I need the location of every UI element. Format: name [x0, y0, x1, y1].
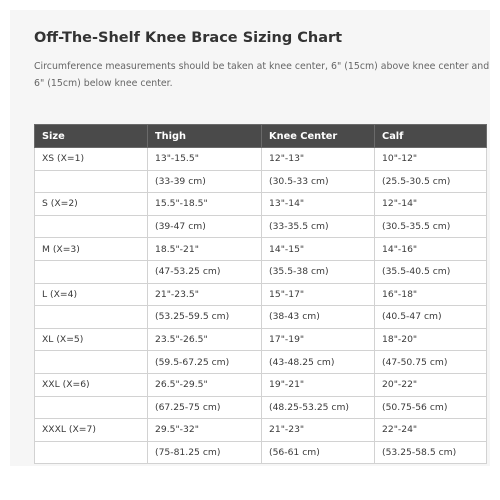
size-cell	[35, 260, 148, 283]
thigh-cell: 15.5"-18.5"	[148, 193, 262, 216]
size-cell	[35, 215, 148, 238]
size-cell	[35, 170, 148, 193]
thigh-cell: 13"-15.5"	[148, 148, 262, 171]
calf-cell: 16"-18"	[375, 283, 487, 306]
table-row	[35, 396, 487, 419]
calf-cell: 18"-20"	[375, 328, 487, 351]
calf-cell: (47-50.75 cm)	[375, 351, 487, 374]
knee-center-cell: (35.5-38 cm)	[262, 260, 375, 283]
page-title: Off-The-Shelf Knee Brace Sizing Chart	[34, 30, 343, 46]
knee-center-cell: (56-61 cm)	[262, 441, 375, 464]
calf-cell: (30.5-35.5 cm)	[375, 215, 487, 238]
thigh-cell: 29.5"-32"	[148, 419, 262, 442]
column-header-calf: Calf	[375, 125, 487, 148]
knee-center-cell: 13"-14"	[262, 193, 375, 216]
sizing-table	[34, 124, 487, 464]
chart-panel	[10, 10, 490, 466]
size-cell: XL (X=5)	[35, 328, 148, 351]
table-row	[35, 238, 487, 261]
table-row	[35, 351, 487, 374]
table-row	[35, 193, 487, 216]
calf-cell: (50.75-56 cm)	[375, 396, 487, 419]
table-row	[35, 283, 487, 306]
column-header-size: Size	[35, 125, 148, 148]
column-header-thigh: Thigh	[148, 125, 262, 148]
thigh-cell: (67.25-75 cm)	[148, 396, 262, 419]
knee-center-cell: (38-43 cm)	[262, 306, 375, 329]
thigh-cell: (59.5-67.25 cm)	[148, 351, 262, 374]
knee-center-cell: (33-35.5 cm)	[262, 215, 375, 238]
thigh-cell: 21"-23.5"	[148, 283, 262, 306]
calf-cell: 12"-14"	[375, 193, 487, 216]
knee-center-cell: 12"-13"	[262, 148, 375, 171]
thigh-cell: (53.25-59.5 cm)	[148, 306, 262, 329]
knee-center-cell: 21"-23"	[262, 419, 375, 442]
thigh-cell: (47-53.25 cm)	[148, 260, 262, 283]
table-row	[35, 328, 487, 351]
calf-cell: (25.5-30.5 cm)	[375, 170, 487, 193]
knee-center-cell: 14"-15"	[262, 238, 375, 261]
calf-cell: (40.5-47 cm)	[375, 306, 487, 329]
knee-center-cell: 19"-21"	[262, 373, 375, 396]
measurement-instructions: Circumference measurements should be taken at knee center, 6" (15cm) above knee center and 6" (15cm) below knee center.	[34, 61, 490, 89]
size-cell: XS (X=1)	[35, 148, 148, 171]
calf-cell: (35.5-40.5 cm)	[375, 260, 487, 283]
table-row	[35, 441, 487, 464]
thigh-cell: (75-81.25 cm)	[148, 441, 262, 464]
column-header-knee-center: Knee Center	[262, 125, 375, 148]
size-cell: XXXL (X=7)	[35, 419, 148, 442]
calf-cell: 20"-22"	[375, 373, 487, 396]
table-row	[35, 306, 487, 329]
size-cell: XXL (X=6)	[35, 373, 148, 396]
calf-cell: 22"-24"	[375, 419, 487, 442]
knee-center-cell: (48.25-53.25 cm)	[262, 396, 375, 419]
table-header-row	[35, 125, 487, 148]
knee-center-cell: (30.5-33 cm)	[262, 170, 375, 193]
calf-cell: 10"-12"	[375, 148, 487, 171]
table-row	[35, 170, 487, 193]
thigh-cell: 18.5"-21"	[148, 238, 262, 261]
table-body	[35, 148, 487, 464]
size-cell	[35, 351, 148, 374]
thigh-cell: (33-39 cm)	[148, 170, 262, 193]
size-cell	[35, 396, 148, 419]
size-cell	[35, 441, 148, 464]
thigh-cell: (39-47 cm)	[148, 215, 262, 238]
table-row	[35, 148, 487, 171]
size-cell	[35, 306, 148, 329]
size-cell: M (X=3)	[35, 238, 148, 261]
thigh-cell: 26.5"-29.5"	[148, 373, 262, 396]
size-cell: L (X=4)	[35, 283, 148, 306]
table-row	[35, 419, 487, 442]
knee-center-cell: 17"-19"	[262, 328, 375, 351]
knee-center-cell: (43-48.25 cm)	[262, 351, 375, 374]
size-cell: S (X=2)	[35, 193, 148, 216]
thigh-cell: 23.5"-26.5"	[148, 328, 262, 351]
calf-cell: (53.25-58.5 cm)	[375, 441, 487, 464]
calf-cell: 14"-16"	[375, 238, 487, 261]
table-row	[35, 215, 487, 238]
table-row	[35, 373, 487, 396]
table-row	[35, 260, 487, 283]
knee-center-cell: 15"-17"	[262, 283, 375, 306]
